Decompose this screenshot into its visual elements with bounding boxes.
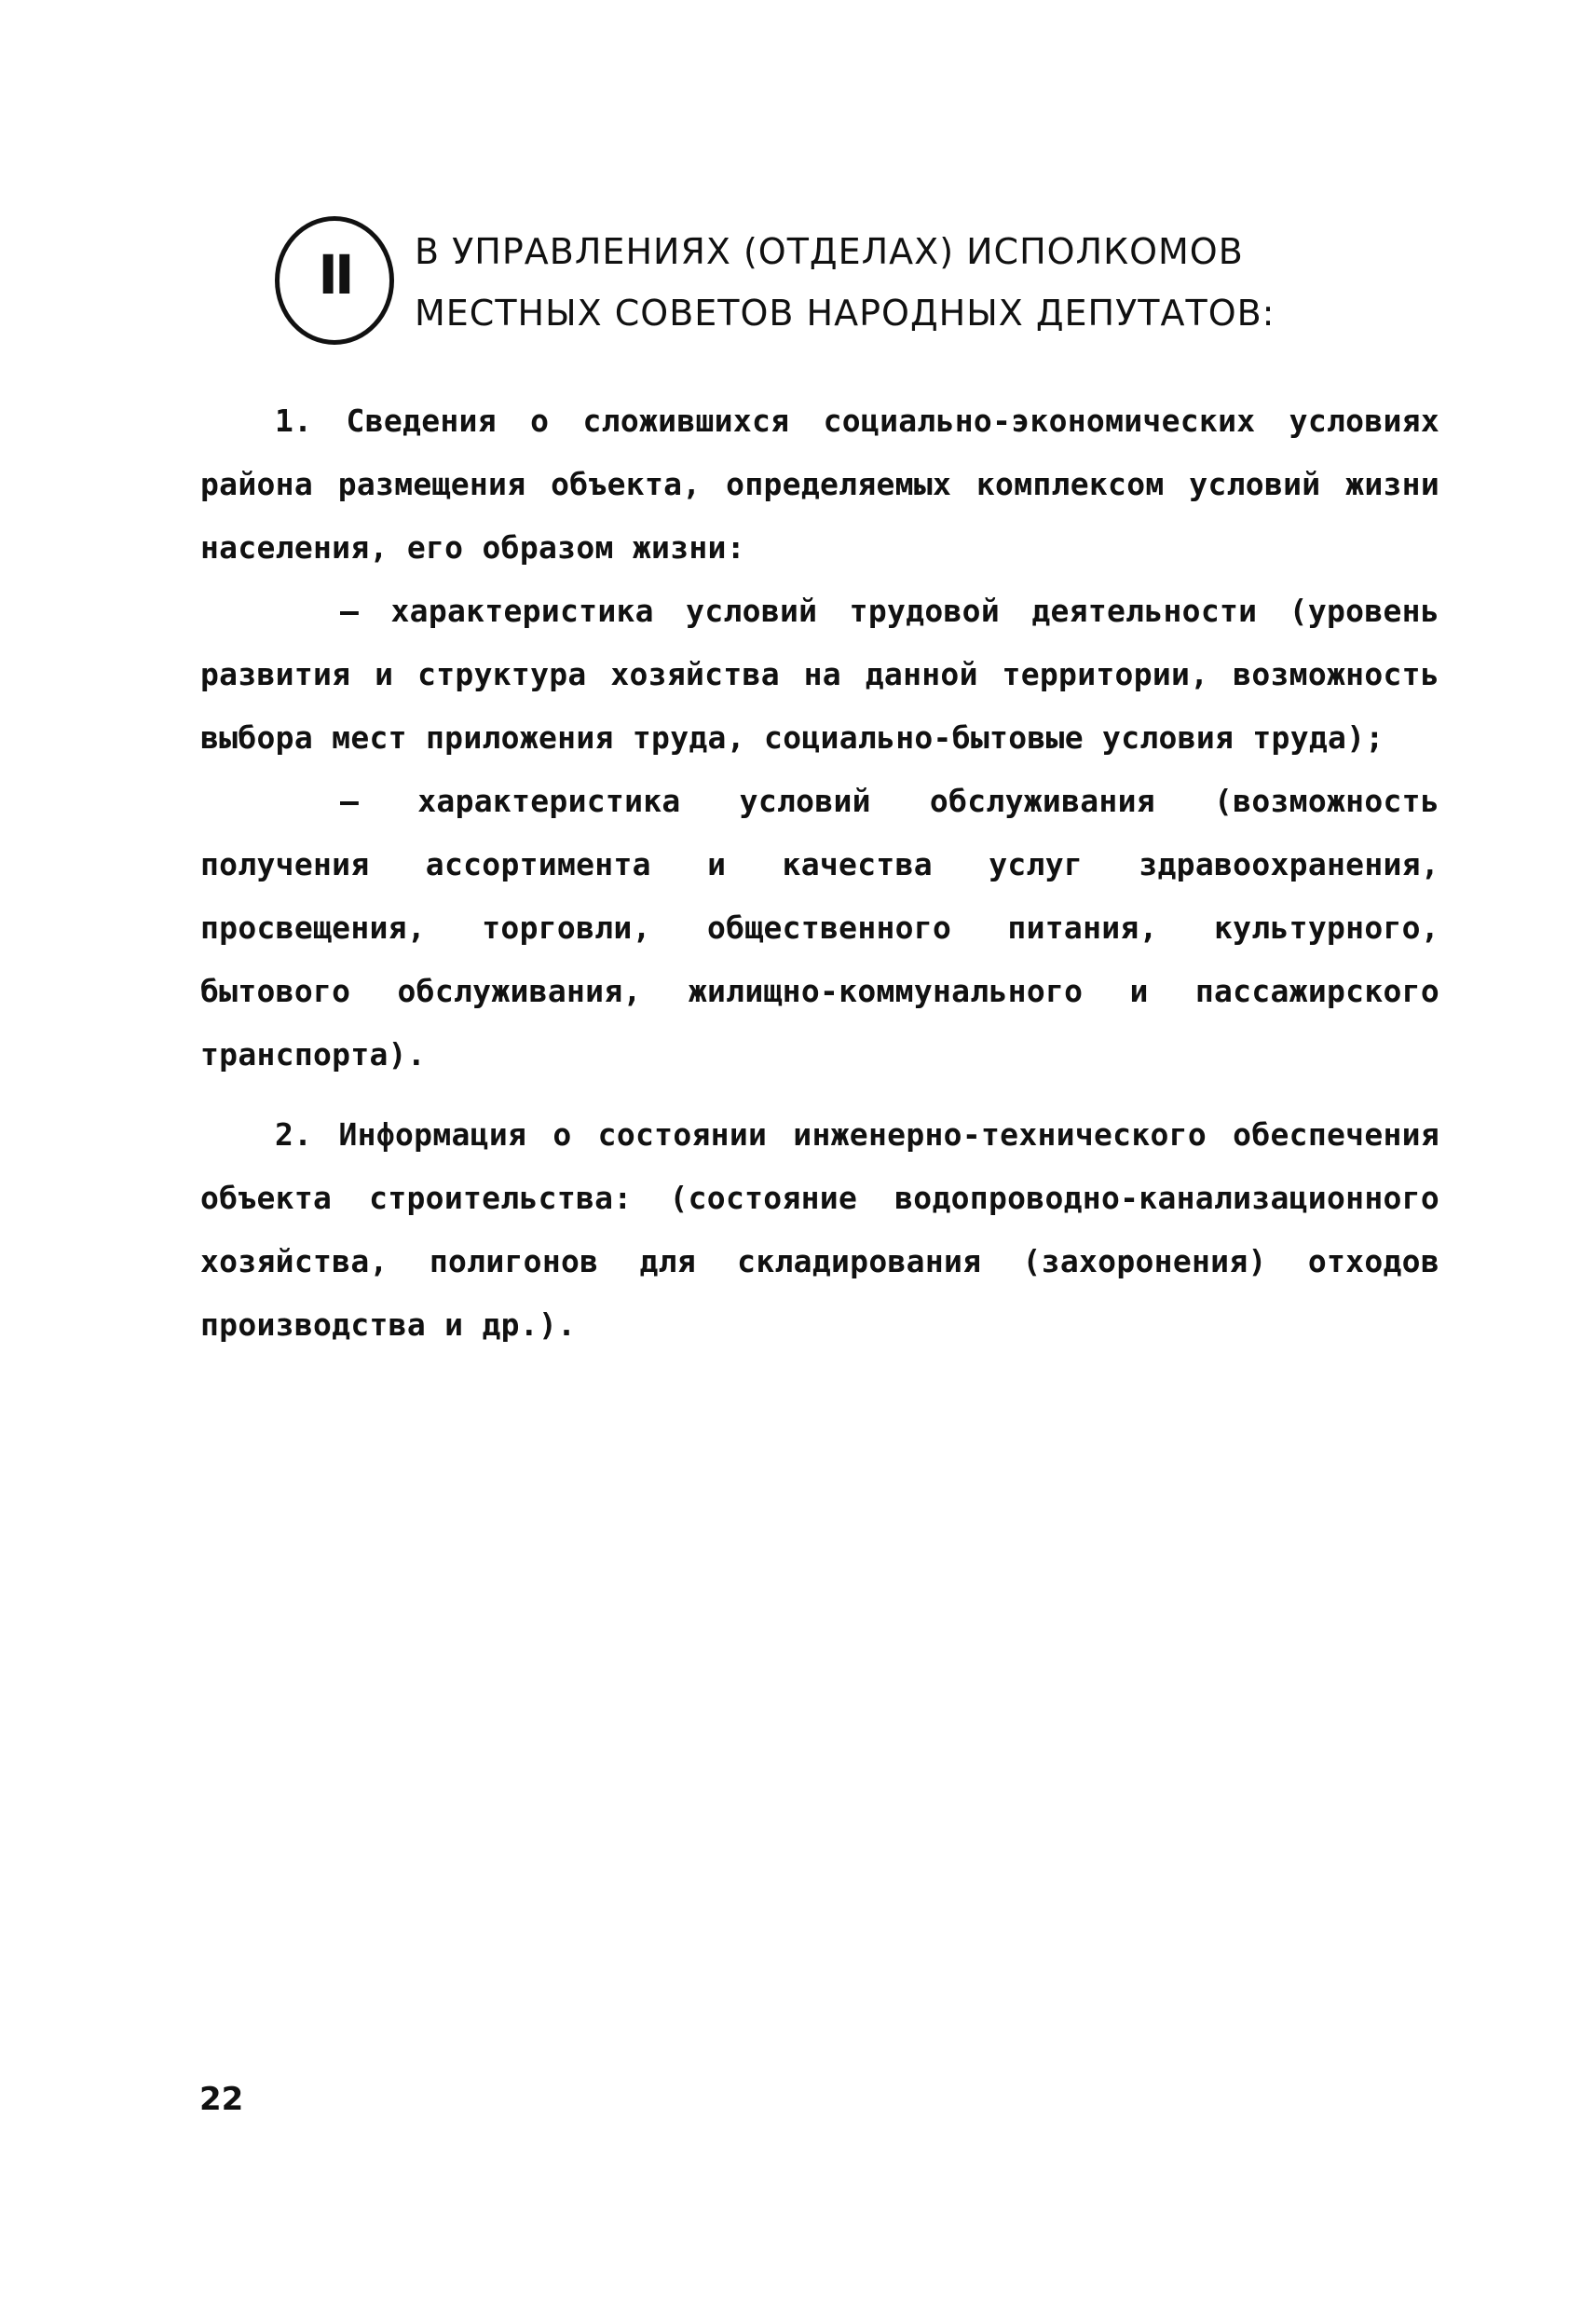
item-1-subitem-2: – характеристика условий обслуживания (возможность получения ассортимента и качества услуг здравоохранения, просвещения, торговли, общественного питания, культурного, бытового обслуживания, жилищно-коммунального и пассажирского транспорта). [200,783,1439,1073]
section-numeral: II [318,243,351,307]
section-title-line-1: В УПРАВЛЕНИЯХ (ОТДЕЛАХ) ИСПОЛКОМОВ [415,231,1244,272]
section-title-line-2: МЕСТНЫХ СОВЕТОВ НАРОДНЫХ ДЕПУТАТОВ: [415,293,1275,334]
page-number: 22 [199,2081,244,2118]
section-header [275,216,1393,356]
item-2-text: 2. Информация о состоянии инженерно-технического обеспечения объекта строительства: (состояние водопроводно-канализационного хозяйства, полигонов для складирования (захоронения) отходов производства и др.). [200,1116,1439,1343]
document-body [200,390,1439,1357]
item-1-text: 1. Сведения о сложившихся социально-экономических условиях района размещения объекта, определяемых комплексом условий жизни населения, его образом жизни: [200,403,1439,566]
section-number-circle [275,216,394,345]
item-1-subitem-1: – характеристика условий трудовой деятельности (уровень развития и структура хозяйства на данной территории, возможность выбора мест приложения труда, социально-бытовые условия труда); [200,593,1439,756]
